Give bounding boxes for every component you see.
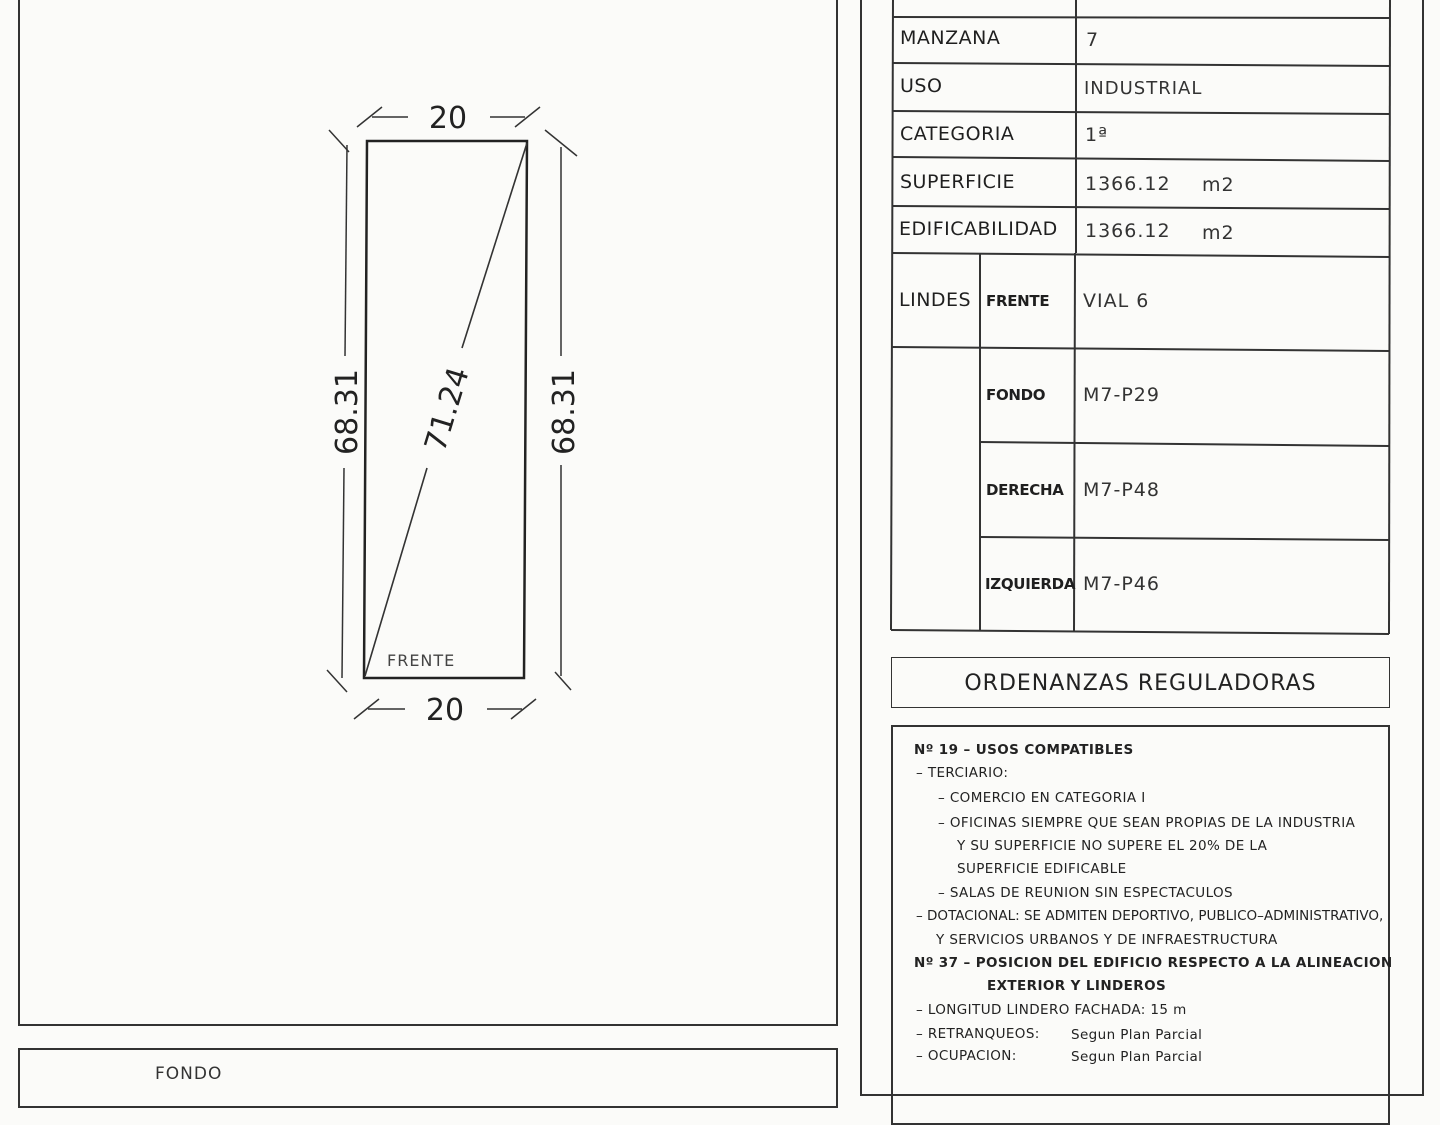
superficie-unit: m2	[1202, 174, 1235, 196]
ordenanza-line: – LONGITUD LINDERO FACHADA: 15 m	[916, 1002, 1187, 1018]
lindes-label: LINDES	[899, 289, 972, 311]
edificabilidad-unit: m2	[1202, 222, 1235, 244]
dim-bottom-label: 20	[425, 693, 465, 728]
manzana-label: MANZANA	[900, 27, 1001, 49]
edificabilidad-label: EDIFICABILIDAD	[899, 218, 1058, 240]
lindes-value-fondo: M7-P29	[1083, 384, 1160, 406]
ordenanza-line: Y SERVICIOS URBANOS Y DE INFRAESTRUCTURA	[936, 932, 1278, 948]
lindes-side-fondo: FONDO	[986, 386, 1046, 404]
ordenanza-line: – COMERCIO EN CATEGORIA I	[938, 790, 1146, 806]
front-label: FRENTE	[387, 651, 456, 670]
dim-right-label: 68.31	[547, 369, 582, 455]
superficie-label: SUPERFICIE	[900, 171, 1016, 193]
ordenanzas-title: ORDENANZAS REGULADORAS	[964, 671, 1317, 696]
ordenanza-line: Segun Plan Parcial	[1071, 1027, 1203, 1043]
ordenanza-line: Segun Plan Parcial	[1071, 1049, 1203, 1065]
bottom-panel-label: FONDO	[155, 1064, 223, 1084]
ordenanza-line: – RETRANQUEOS:	[916, 1026, 1040, 1042]
ordenanza-line: – TERCIARIO:	[916, 765, 1009, 781]
bottom-plan-panel	[18, 1048, 838, 1108]
ordenanza-line: EXTERIOR Y LINDEROS	[987, 978, 1167, 994]
ordenanza-line: SUPERFICIE EDIFICABLE	[957, 861, 1127, 877]
dim-diagonal-label: 71.24	[418, 363, 477, 456]
lindes-value-izquierda: M7-P46	[1083, 573, 1160, 595]
categoria-label: CATEGORIA	[900, 123, 1015, 145]
manzana-value: 7	[1086, 29, 1100, 51]
lindes-side-derecha: DERECHA	[986, 481, 1064, 499]
categoria-value: 1ª	[1085, 124, 1109, 146]
ordenanza-line: – OCUPACION:	[916, 1048, 1017, 1064]
ordenanza-line: Y SU SUPERFICIE NO SUPERE EL 20% DE LA	[957, 838, 1268, 854]
lindes-value-derecha: M7-P48	[1083, 479, 1160, 501]
ordenanza-line: – DOTACIONAL: SE ADMITEN DEPORTIVO, PUBLICO–ADMINISTRATIVO,	[916, 908, 1384, 924]
lindes-value-frente: VIAL 6	[1083, 290, 1150, 312]
superficie-value: 1366.12	[1085, 173, 1171, 195]
ordenanza-line: – OFICINAS SIEMPRE QUE SEAN PROPIAS DE LA INDUSTRIA	[938, 815, 1356, 831]
uso-value: INDUSTRIAL	[1084, 78, 1203, 99]
lindes-side-frente: FRENTE	[986, 292, 1050, 310]
uso-label: USO	[900, 75, 943, 97]
ordenanza-37-heading: Nº 37 – POSICION DEL EDIFICIO RESPECTO A LA ALINEACION	[914, 955, 1393, 971]
ordenanzas-body-box	[891, 725, 1390, 1125]
ordenanza-line: – SALAS DE REUNION SIN ESPECTACULOS	[938, 885, 1234, 901]
edificabilidad-value: 1366.12	[1085, 220, 1171, 242]
ordenanza-19-heading: Nº 19 – USOS COMPATIBLES	[914, 742, 1134, 758]
dim-top-label: 20	[428, 101, 468, 136]
lindes-side-izquierda: IZQUIERDA	[985, 575, 1076, 593]
dim-left-label: 68.31	[330, 369, 365, 455]
